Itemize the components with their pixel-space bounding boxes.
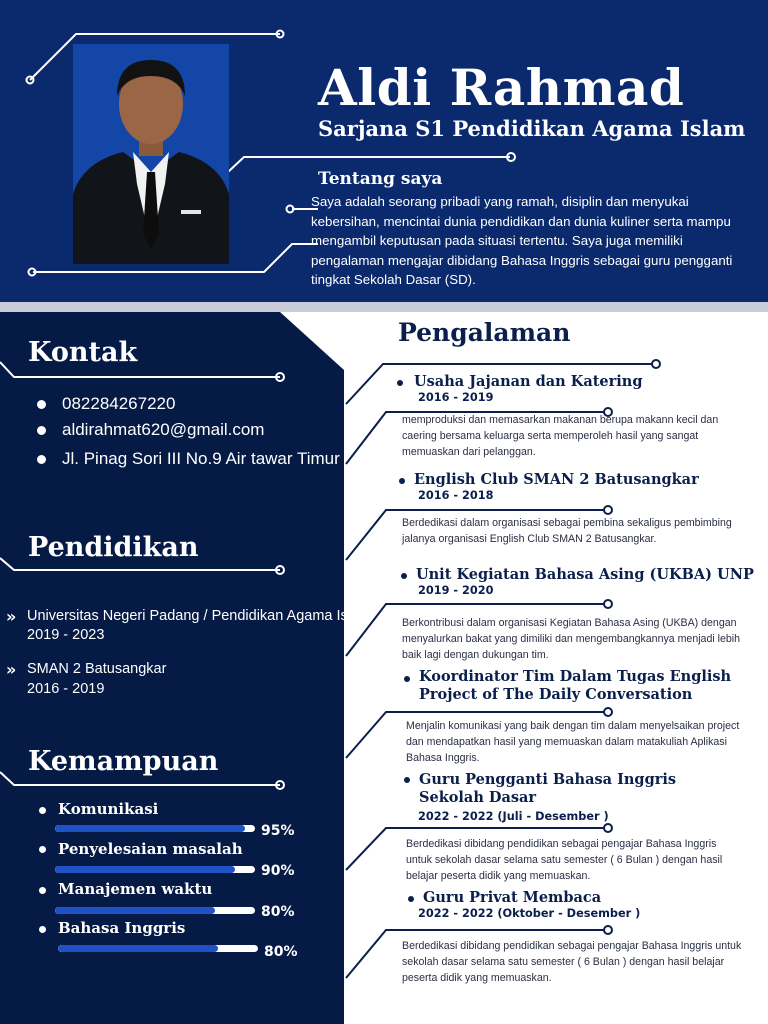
skill-bar-fill [58,945,218,952]
contact-address: Jl. Pinag Sori III No.9 Air tawar Timur [62,449,340,468]
skill-name: Penyelesaian masalah [58,840,243,858]
candidate-degree: Sarjana S1 Pendidikan Agama Islam [318,116,746,141]
skill-name: Manajemen waktu [58,880,213,898]
job-title: English Club SMAN 2 Batusangkar [414,471,699,488]
job-years: 2019 - 2020 [418,584,494,597]
bullet-icon [39,926,46,933]
bullet-icon [399,478,405,484]
bullet-icon [39,846,46,853]
skill-name: Komunikasi [58,800,159,818]
education-heading: Pendidikan [28,532,199,563]
bullet-icon [39,807,46,814]
skill-percent: 90% [261,863,295,879]
skill-percent: 95% [261,823,295,839]
education-school: SMAN 2 Batusangkar [27,661,167,677]
chevron-right-icon: » [6,660,17,679]
job-years: 2022 - 2022 (Juli - Desember ) [418,810,609,823]
job-years: 2016 - 2018 [418,489,494,502]
bullet-icon [408,896,414,902]
skill-bar [55,907,255,914]
contact-phone: 082284267220 [62,394,176,413]
bullet-icon [404,676,410,682]
skill-name: Bahasa Inggris [58,919,186,937]
bullet-icon [401,573,407,579]
job-description: memproduksi dan memasarkan makanan berupa makann kecil dan caering bersama keluarga serta memperoleh hasil yang sangat memuaskan dari pelanggan. [402,414,719,458]
about-heading: Tentang saya [318,169,443,189]
education-school: Universitas Negeri Padang / Pendidikan Agama Islam [27,608,372,624]
education-years: 2019 - 2023 [27,627,105,643]
skill-percent: 80% [264,944,298,960]
bullet-icon [397,380,403,386]
job-years: 2022 - 2022 (Oktober - Desember ) [418,907,641,920]
skill-percent: 80% [261,904,295,920]
contact-email: aldirahmat620@gmail.com [62,420,265,439]
skill-bar [55,825,255,832]
chevron-right-icon: » [6,607,17,626]
job-description: Berdedikasi dalam organisasi sebagai pembina sekaligus pembimbing jalanya organisasi English Club SMAN 2 Batusangkar. [402,517,732,545]
job-description: Menjalin komunikasi yang baik dengan tim dalam menyelsaikan project dan mendapatkan hasil yang memuaskan dalam matakuliah Aplikasi Bahasa Inggris. [406,720,740,764]
skill-bar [55,866,255,873]
bullet-icon [404,777,410,783]
job-description: Berdedikasi dibidang pendidikan sebagai pengajar Bahasa Inggris untuk sekolah dasar selama satu semester ( 6 Bulan ) dengan hasil belajar peserta didik yang memuaskan. [402,940,742,984]
experience-heading: Pengalaman [398,318,571,347]
skills-heading: Kemampuan [28,746,219,777]
job-title: Guru Privat Membaca [423,889,602,906]
profile-photo [73,44,229,264]
contact-heading: Kontak [28,337,138,368]
skill-bar-fill [55,825,245,832]
job-title: Koordinator Tim Dalam Tugas English Project of The Daily Conversation [419,668,732,703]
job-description: Berdedikasi dibidang pendidikan sebagai pengajar Bahasa Inggris untuk sekolah dasar selama satu semester ( 6 Bulan ) dengan hasil belajar peserta didik yang memuaskan. [406,838,723,882]
bullet-icon [37,426,46,435]
about-text: Saya adalah seorang pribadi yang ramah, disiplin dan menyukai kebersihan, mencintai dunia pendidikan dan dunia kuliner serta mampu mengambil keputusan pada situasi tertentu. Saya juga memiliki pengalaman mengajar dibidang Bahasa Inggris sebagai guru pengganti tingkat Sekolah Dasar (SD). [311,194,733,288]
job-title: Unit Kegiatan Bahasa Asing (UKBA) UNP [416,566,754,583]
bullet-icon [37,455,46,464]
skill-bar [58,945,258,952]
job-years: 2016 - 2019 [418,391,494,404]
bullet-icon [39,887,46,894]
job-description: Berkontribusi dalam organisasi Kegiatan Bahasa Asing (UKBA) dengan menyalurkan bakat yang dimiliki dan mengembangkannya menjadi lebih baik lagi dengan dukungan tim. [402,617,741,661]
job-title: Guru Pengganti Bahasa Inggris Sekolah Dasar [419,771,677,806]
skill-bar-fill [55,866,235,873]
education-years: 2016 - 2019 [27,681,105,697]
job-title: Usaha Jajanan dan Katering [414,373,643,390]
bullet-icon [37,400,46,409]
candidate-name: Aldi Rahmad [318,58,685,117]
skill-bar-fill [55,907,215,914]
